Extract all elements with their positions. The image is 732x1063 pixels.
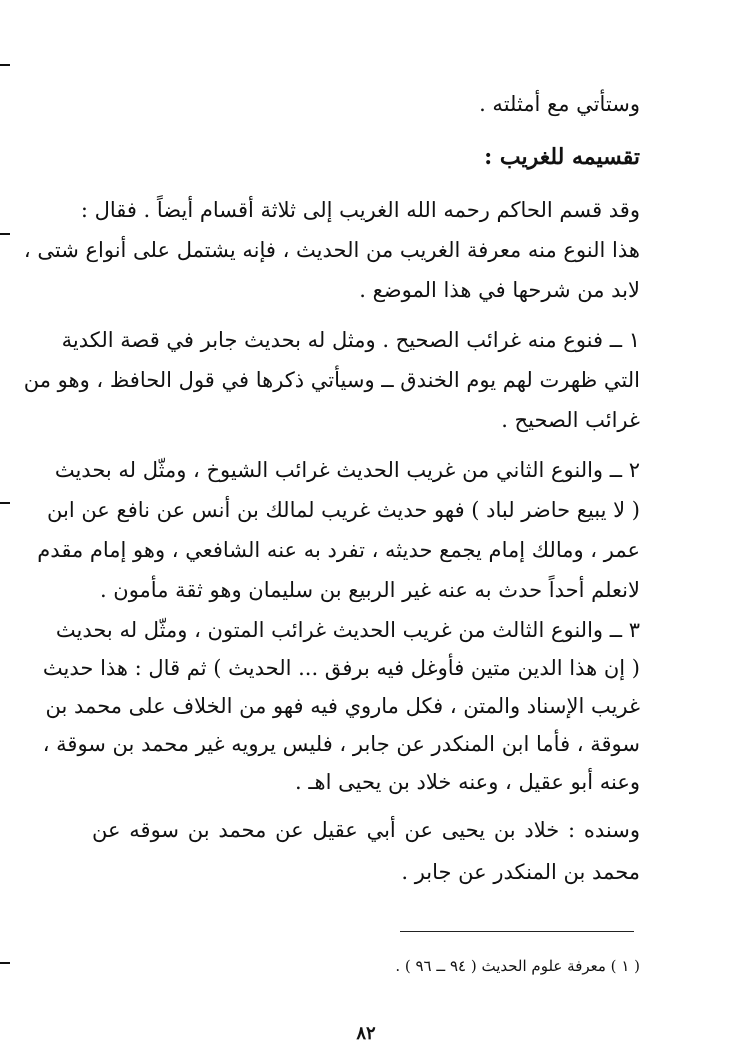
paragraph-line: التي ظهرت لهم يوم الخندق ــ وسيأتي ذكرها في قول الحافظ ، وهو من — [23, 368, 640, 392]
paragraph-line: غريب الإسناد والمتن ، فكل ماروي فيه فهو من الخلاف على محمد بن — [45, 694, 640, 718]
paragraph-line: ( إن هذا الدين متين فأوغل فيه برفق ... الحديث ) ثم قال : هذا حديث — [42, 656, 640, 680]
paragraph-line: لانعلم أحداً حدث به عنه غير الربيع بن سليمان وهو ثقة مأمون . — [99, 578, 640, 602]
page-number: ٨٢ — [356, 1023, 376, 1044]
scan-mark — [0, 502, 10, 504]
paragraph-line: محمد بن المنكدر عن جابر . — [401, 860, 640, 884]
scan-mark — [0, 962, 10, 964]
section-heading: تقسيمه للغريب : — [484, 144, 640, 170]
paragraph-line: غرائب الصحيح . — [501, 408, 640, 432]
intro-line: وستأتي مع أمثلته . — [479, 92, 640, 116]
paragraph-line: وسنده : خلاد بن يحيى عن أبي عقيل عن محمد بن سوقه عن — [92, 818, 640, 842]
paragraph-line: سوقة ، فأما ابن المنكدر عن جابر ، فليس يرويه غير محمد بن سوقة ، — [42, 732, 640, 756]
footnote: ( ١ ) معرفة علوم الحديث ( ٩٤ ــ ٩٦ ) . — [395, 957, 640, 975]
paragraph-line: ١ ــ فنوع منه غرائب الصحيح . ومثل له بحديث جابر في قصة الكدية — [61, 328, 640, 352]
paragraph-line: ٢ ــ والنوع الثاني من غريب الحديث غرائب الشيوخ ، ومثّل له بحديث — [54, 458, 640, 482]
paragraph-line: لابد من شرحها في هذا الموضع . — [359, 278, 640, 302]
paragraph-line: وقد قسم الحاكم رحمه الله الغريب إلى ثلاثة أقسام أيضاً . فقال : — [80, 198, 640, 222]
paragraph-line: ( لا يبيع حاضر لباد ) فهو حديث غريب لمالك بن أنس عن نافع عن ابن — [46, 498, 640, 522]
paragraph-line: ٣ ــ والنوع الثالث من غريب الحديث غرائب المتون ، ومثّل له بحديث — [55, 618, 640, 642]
paragraph-line: عمر ، ومالك إمام يجمع حديثه ، تفرد به عنه الشافعي ، وهو إمام مقدم — [37, 538, 640, 562]
scan-mark — [0, 64, 10, 66]
paragraph-line: هذا النوع منه معرفة الغريب من الحديث ، فإنه يشتمل على أنواع شتى ، — [23, 238, 640, 262]
scan-mark — [0, 233, 10, 235]
paragraph-line: وعنه أبو عقيل ، وعنه خلاد بن يحيى اهـ . — [295, 770, 640, 794]
footnote-divider — [400, 931, 634, 932]
